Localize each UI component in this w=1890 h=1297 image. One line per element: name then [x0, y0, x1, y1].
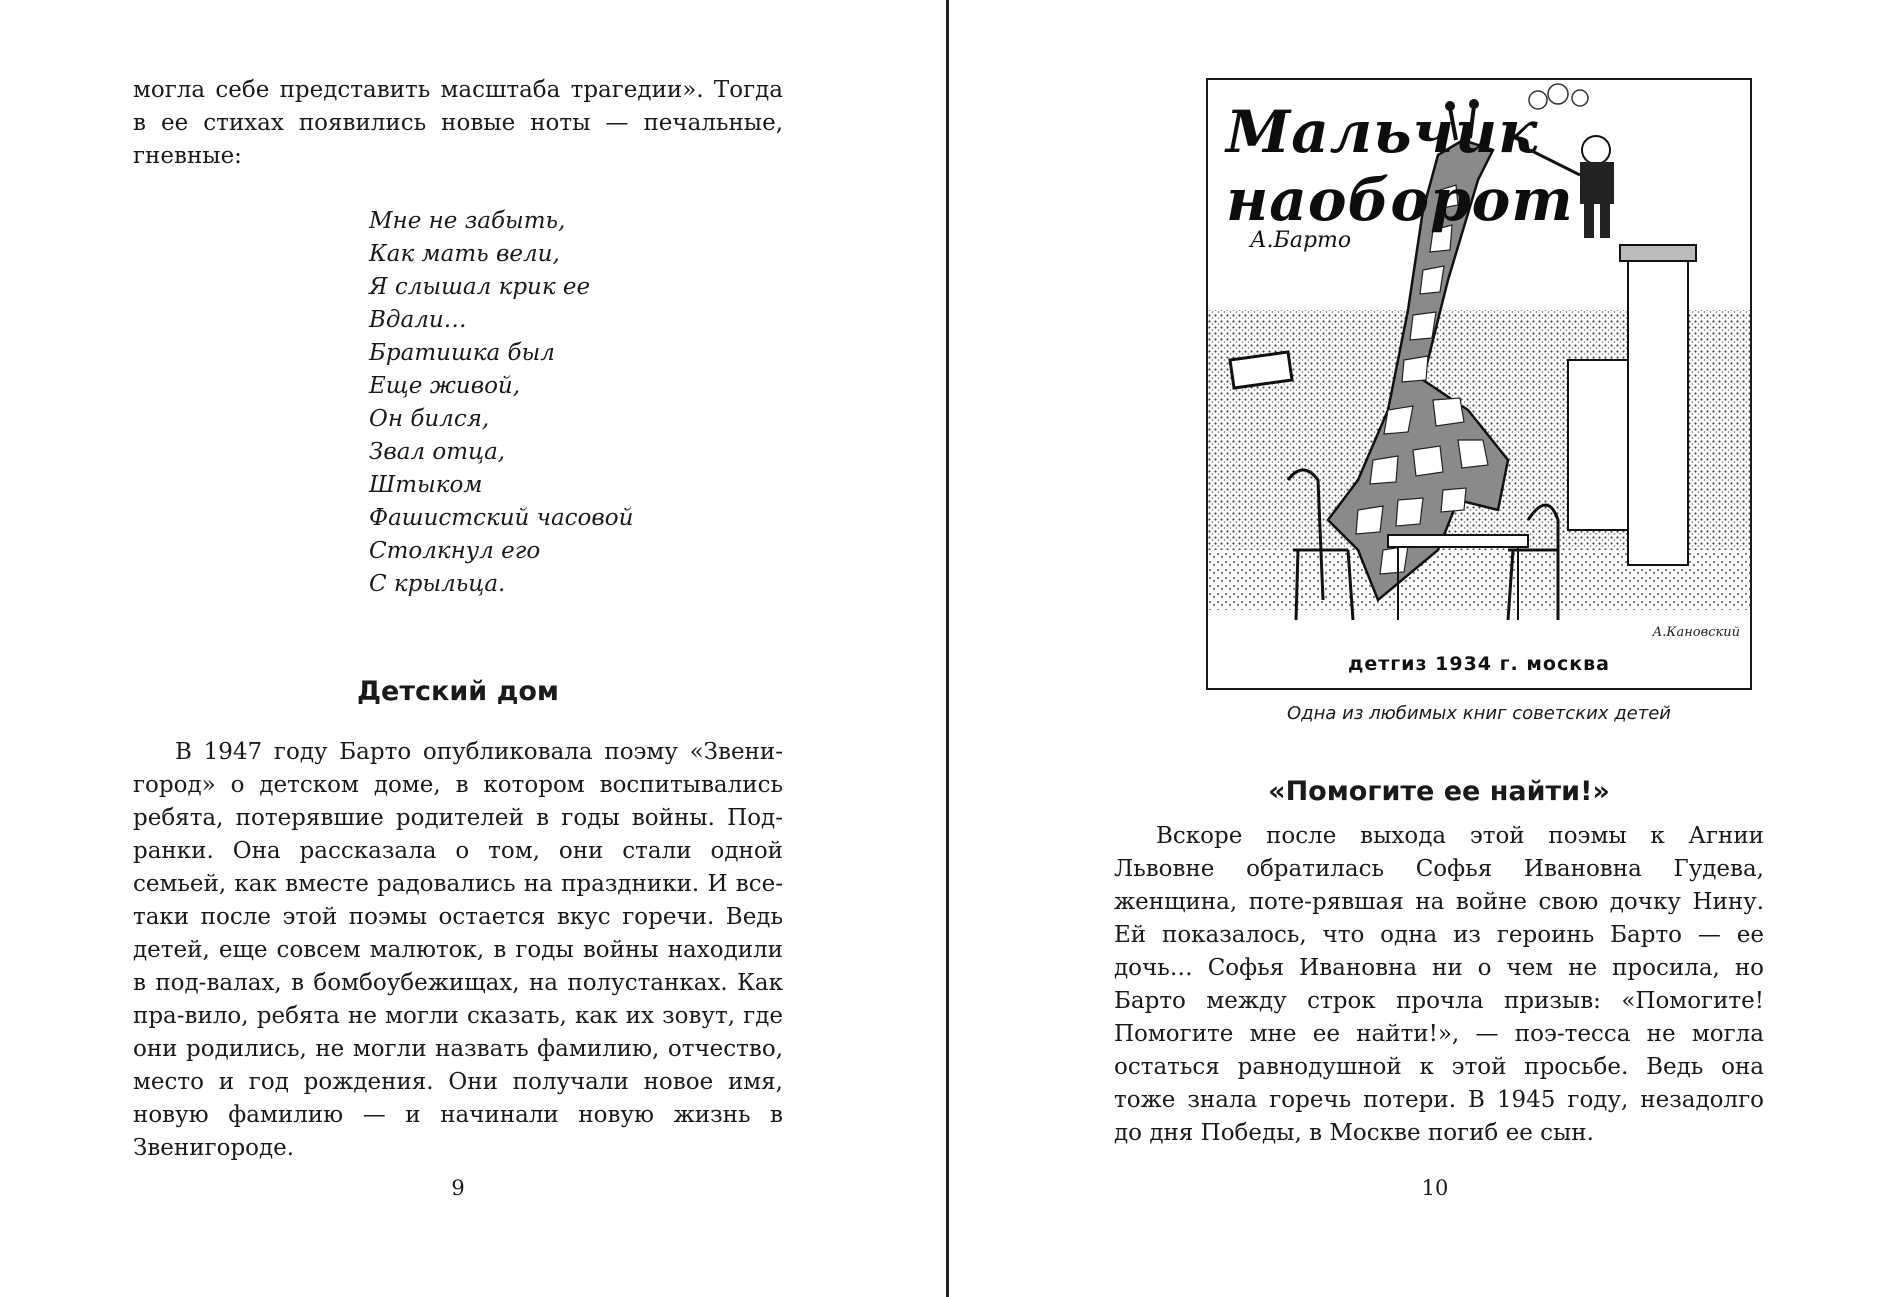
poem-line: Я слышал крик ее [369, 274, 591, 300]
body-paragraph: В 1947 году Барто опубликовала поэму «Звени-город» о детском доме, в котором воспитывались ребята, потерявшие родителей в годы войны. Под-ранки. Она рассказала о том, они стали одной семьей, как вместе радовались на праздники. И все-таки после этой поэмы остается вкус горечи. Ведь детей, еще совсем малюток, в годы войны находили в под-валах, в бомбоубежищах, на полустанках. Как пра-вило, ребята не могли сказать, как их зовут, где они родились, не могли назвать фамилию, отчество, место и год рождения. Они получали новое имя, новую фамилию — и начинали новую жизнь в Звенигороде. [133, 739, 783, 1161]
page-number: 10 [1421, 1176, 1449, 1200]
poem-line: Вдали… [369, 307, 467, 333]
cover-title [1226, 98, 1574, 234]
figure-caption: Одна из любимых книг советских детей [1287, 703, 1671, 724]
poem-line: Звал отца, [369, 439, 506, 465]
intro-paragraph: могла себе представить масштаба трагедии». Тогда в ее стихах появились новые ноты — печальные, гневные: [133, 77, 783, 169]
page-number: 9 [451, 1176, 465, 1200]
poem [369, 205, 633, 601]
cover-signature: А.Кановский [1652, 625, 1740, 640]
poem-line: С крыльца. [369, 571, 506, 597]
poem-line: Он бился, [369, 406, 490, 432]
poem-line: Фашистский часовой [369, 505, 634, 531]
section-heading-detsky-dom: Детский дом [357, 676, 559, 707]
cover-imprint: детгиз 1934 г. москва [1348, 653, 1610, 675]
book-cover-illustration [1206, 78, 1752, 690]
body-paragraph: Вскоре после выхода этой поэмы к Агнии Львовне обратилась Софья Ивановна Гудева, женщина, поте-рявшая на войне свою дочку Нину. Ей показалось, что одна из героинь Барто — ее дочь… Софья Ивановна ни о чем не просила, но Барто между строк прочла призыв: «Помогите! Помогите мне ее найти!», — поэ-тесса не могла остаться равнодушной к этой просьбе. Ведь она тоже знала горечь потери. В 1945 году, незадолго до дня Победы, в Москве погиб ее сын. [1114, 823, 1764, 1146]
cover-author: А.Барто [1250, 228, 1352, 253]
poem-line: Штыком [369, 472, 483, 498]
cover-title-line2: наоборот [1226, 166, 1574, 234]
right-page [949, 0, 1890, 1297]
cover-title-line1: Мальчик [1226, 98, 1539, 166]
poem-line: Еще живой, [369, 373, 521, 399]
poem-line: Как мать вели, [369, 241, 560, 267]
poem-line: Столкнул его [369, 538, 541, 564]
poem-line: Братишка был [369, 340, 555, 366]
section-heading-pomogite: «Помогите ее найти!» [1268, 776, 1610, 807]
poem-line: Мне не забыть, [369, 208, 566, 234]
